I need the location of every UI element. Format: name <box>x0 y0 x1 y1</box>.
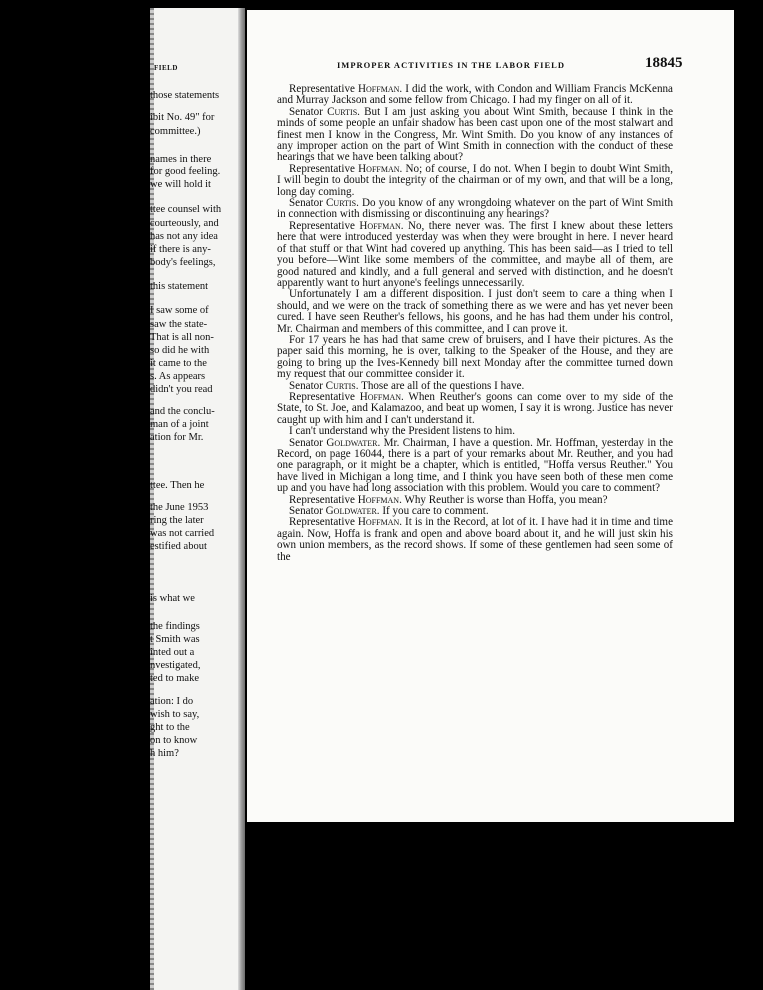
paragraph-text: For 17 years he has had that same crew of bruisers, and I have their pictures. As the paper said this morning, he is over, talking to the Speaker of the House, and they are going to bring up the Ives-Kennedy bill next Monday after the committee turned down my request that our committee consider it. <box>277 333 673 381</box>
speaker-name: Curtis <box>327 105 358 118</box>
facing-page-line: h him? <box>150 748 179 759</box>
facing-page-header: FIELD <box>154 64 178 72</box>
facing-page-line: ted to make <box>150 673 199 684</box>
speaker-name: Hoffman <box>359 219 401 232</box>
speaker-name: Goldwater <box>325 505 377 518</box>
paragraph-text: Senator <box>289 505 326 518</box>
facing-page-line: is what we <box>150 593 195 604</box>
paragraph-text: . No; of course, I do not. When I begin to doubt Wint Smith, I will begin to doubt the integrity of the chairman or of my own, and that will be a long, long day coming. <box>277 162 673 198</box>
paragraph-text: Senator <box>289 436 327 449</box>
facing-page-line: on to know <box>150 735 198 746</box>
speaker-name: Hoffman <box>358 162 400 175</box>
facing-page-line: nvestigated, <box>150 660 201 671</box>
paragraph-text: . It is in the Record, at lot of it. I have had it in time and time again. Now, Hoffa is frank and open and above board about it, and he will just skin his own union members, as the record shows. If some of these gentlemen had seen some of the <box>277 516 673 563</box>
facing-page-line: has not any idea <box>150 231 218 242</box>
paragraph-text: . Those are all of the questions I have. <box>355 379 525 392</box>
facing-page-line: so did he with <box>150 345 210 356</box>
facing-page-line: was not carried <box>150 528 215 539</box>
paragraph-text: . Do you know of any wrongdoing whatever on the part of Wint Smith in connection with dismissing or discontinuing any hearings? <box>277 197 673 221</box>
facing-page-line: it came to the <box>150 358 207 369</box>
paragraph <box>277 438 673 495</box>
body-text <box>277 84 673 563</box>
speaker-name: Hoffman <box>358 83 400 95</box>
facing-page-line: courteously, and <box>150 218 219 229</box>
paragraph-text: . If you care to comment. <box>376 505 489 518</box>
speaker-name: Curtis <box>325 379 356 392</box>
paragraph <box>277 392 673 426</box>
paragraph <box>277 517 673 563</box>
book-spine <box>238 8 245 990</box>
paragraph <box>277 107 673 164</box>
facing-page-line: ttee counsel with <box>150 204 222 215</box>
facing-page-line: ring the later <box>150 515 204 526</box>
facing-page-line: those statements <box>150 90 220 101</box>
facing-page-line: this statement <box>150 281 209 292</box>
paragraph-text: Senator <box>289 379 326 392</box>
facing-page <box>150 8 245 990</box>
paragraph-text: . No, there never was. The first I knew about these letters here that were introduced yesterday was when they were brought in here. I never heard of that stuff or that Wint had covered up anything. This has been said—as I tried to tell you before—Wint like some members of the committee, and maybe all of them, are good natured and kindly, and a full general and served with distinction, and he doesn't apparently want to hurt anyone's feelings unnecessarily. <box>277 219 673 289</box>
facing-page-line: the June 1953 <box>150 502 209 513</box>
paragraph <box>277 289 673 335</box>
facing-page-line: if there is any- <box>150 244 211 255</box>
paragraph-text: Representative <box>289 83 359 95</box>
facing-page-line: ation: I do <box>150 696 194 707</box>
document-page <box>247 10 734 822</box>
speaker-name: Goldwater <box>326 436 378 449</box>
paragraph-text: . I did the work, with Condon and William Francis McKenna and Murray Jackson and some fellow from Chicago. I had my finger on all of it. <box>277 83 673 107</box>
paragraph-text: . But I am just asking you about Wint Smith, because I think in the minds of some people an unfair shadow has been cast upon one of the most stalwart and finest men I know in the Congress, Mr. Wint Smith. Do you know of any instances of any improper action on the part of Wint Smith in connection with the conduct of these hearings that we have been talking about? <box>277 105 673 164</box>
facing-page-line: we will hold it <box>150 179 211 190</box>
page-number: 18845 <box>645 55 683 71</box>
facing-page-line: and the conclu- <box>150 406 215 417</box>
paragraph-text: Senator <box>289 105 328 118</box>
paragraph-text: Representative <box>289 219 360 232</box>
facing-page-line: That is all non- <box>150 332 214 343</box>
facing-page-line: s. As appears <box>150 371 206 382</box>
facing-page-line: t Smith was <box>150 634 200 645</box>
facing-page-line: saw the state- <box>150 319 208 330</box>
paragraph-text: Unfortunately I am a different disposition. I just don't seem to care a thing when I should, and we were on the track of something there as we were and has yet never been cured. I have seen Reuther's fellows, his goons, and he has had them under his control, Mr. Chairman and members of this committee, and I can prove it. <box>277 288 673 335</box>
paragraph <box>277 221 673 289</box>
paragraph-text: I can't understand why the President listens to him. <box>289 425 515 438</box>
speaker-name: Hoffman <box>359 390 402 403</box>
facing-page-line: for good feeling. <box>150 166 221 177</box>
facing-page-line: ght to the <box>150 722 190 733</box>
speaker-name: Curtis <box>326 197 357 210</box>
paragraph-text: . Why Reuther is worse than Hoffa, you mean? <box>399 493 608 506</box>
facing-page-line: I saw some of <box>150 305 209 316</box>
paragraph-text: Representative <box>289 162 359 175</box>
paragraph <box>277 335 673 381</box>
facing-page-line: committee.) <box>150 126 201 137</box>
paragraph-text: Representative <box>289 390 360 403</box>
facing-page-line: ation for Mr. <box>150 432 204 443</box>
paragraph-text: Representative <box>289 493 358 506</box>
paragraph-text: . Mr. Chairman, I have a question. Mr. Hoffman, yesterday in the Record, on page 16044, there is a part of your remarks about Mr. Reuther, and you had one paragraph, or it might be a chapter, which is entitled, "Hoffa versus Reuther." You have lived in Michigan a long time, and I think you have seen both of these men come up and you have had long association with this problem. Would you care to comment? <box>277 436 673 495</box>
paragraph-text: . When Reuther's goons can come over to my side of the State, to St. Joe, and Kalamazoo, and beat up women, I say it is wrong. Justice has never caught up with him and I can't understand it. <box>277 390 673 426</box>
facing-page-line: wish to say, <box>150 709 200 720</box>
facing-page-line: didn't you read <box>150 384 213 395</box>
paragraph <box>277 198 673 221</box>
paragraph-text: Representative <box>289 516 358 529</box>
running-head: IMPROPER ACTIVITIES IN THE LABOR FIELD <box>337 60 565 70</box>
facing-page-line: the findings <box>150 621 200 632</box>
facing-page-line: names in there <box>150 154 212 165</box>
speaker-name: Hoffman <box>357 493 400 506</box>
paragraph <box>277 84 673 107</box>
facing-page-line: body's feelings, <box>150 257 216 268</box>
facing-page-line: inted out a <box>150 647 195 658</box>
facing-page-line: ibit No. 49" for <box>150 112 215 123</box>
paragraph-text: Senator <box>289 197 327 210</box>
facing-page-line: estified about <box>150 541 207 552</box>
paragraph <box>277 164 673 198</box>
speaker-name: Hoffman <box>357 516 400 529</box>
facing-page-line: man of a joint <box>150 419 209 430</box>
facing-page-line: ttee. Then he <box>150 480 205 491</box>
